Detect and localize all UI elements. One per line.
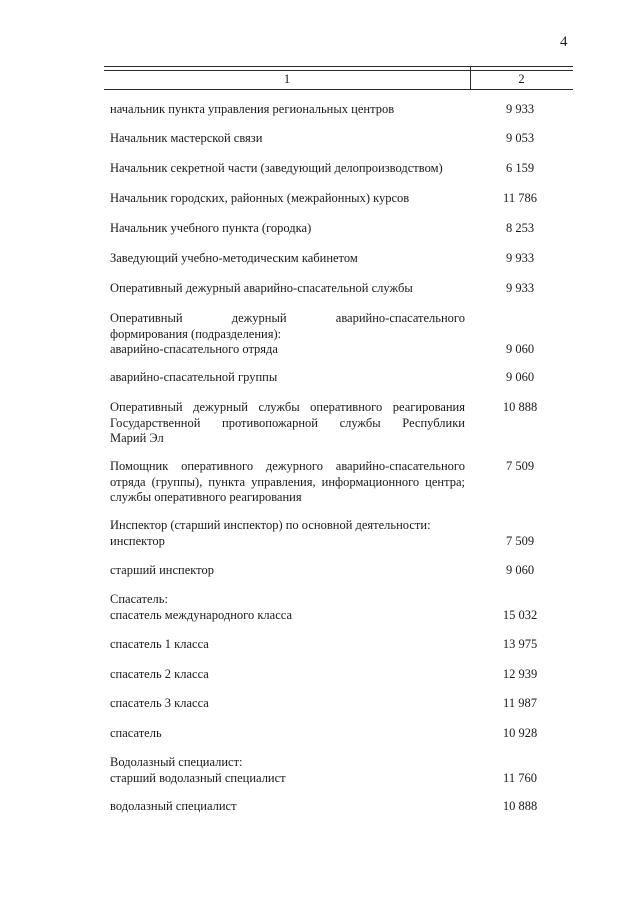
table-row xyxy=(110,370,550,386)
row-label-line: Начальник учебного пункта (городка) xyxy=(110,221,312,235)
row-label-line: спасатель xyxy=(110,726,162,740)
table-row xyxy=(110,400,550,447)
row-value: 8 253 xyxy=(505,221,535,235)
row-label-line: Марий Эл xyxy=(110,431,164,445)
row-label xyxy=(110,518,465,549)
table-row xyxy=(110,518,550,549)
row-label xyxy=(110,221,465,237)
table-row xyxy=(110,311,550,358)
row-label xyxy=(110,191,465,207)
row-label-line: начальник пункта управления региональных центров xyxy=(110,102,395,116)
row-label xyxy=(110,102,465,118)
table-row xyxy=(110,799,550,815)
row-label-line: Заведующий учебно-методическим кабинетом xyxy=(110,251,358,265)
table-row xyxy=(110,696,550,712)
row-value: 9 933 xyxy=(505,251,535,265)
page-number: 4 xyxy=(560,34,568,50)
row-label xyxy=(110,696,465,712)
row-label-line: отряда (группы), пункта управления, информационного центра; xyxy=(110,474,465,489)
row-label-line: Оперативный дежурный аварийно-спасательного xyxy=(110,311,465,325)
table-row xyxy=(110,726,550,742)
row-value: 11 760 xyxy=(503,770,537,785)
row-label-line: старший водолазный специалист xyxy=(110,770,286,785)
row-label xyxy=(110,131,465,147)
row-label-line: Начальник городских, районных (межрайонных) курсов xyxy=(110,191,410,205)
table-row xyxy=(110,102,550,118)
table-row xyxy=(110,563,550,579)
row-label xyxy=(110,637,465,653)
table-top-rule xyxy=(104,66,573,67)
row-label-line: Помощник оперативного дежурного аварийно-спасательного xyxy=(110,459,465,473)
row-label-line: аварийно-спасательного отряда xyxy=(110,342,278,356)
row-value: 13 975 xyxy=(502,637,538,651)
row-label xyxy=(110,370,465,386)
row-label-line: спасатель 3 класса xyxy=(110,696,209,710)
row-label xyxy=(110,799,465,815)
row-label-line: службы оперативного реагирования xyxy=(110,490,302,504)
row-value: 10 888 xyxy=(502,799,538,813)
row-label-line: старший инспектор xyxy=(110,563,214,577)
row-value: 9 933 xyxy=(505,281,535,295)
table-row xyxy=(110,667,550,683)
row-label xyxy=(110,311,465,358)
table-row xyxy=(110,161,550,177)
column-header-1: 1 xyxy=(283,72,291,86)
row-label xyxy=(110,726,465,742)
row-label xyxy=(110,459,465,506)
row-label-line: Спасатель: xyxy=(110,592,168,606)
column-header-2: 2 xyxy=(518,72,525,86)
row-value: 11 987 xyxy=(503,696,537,710)
row-value: 9 053 xyxy=(505,131,535,145)
row-label xyxy=(110,592,465,623)
row-label-line: спасатель международного класса xyxy=(110,607,293,622)
row-value: 11 786 xyxy=(503,191,537,205)
row-label-line: Оперативный дежурный аварийно-спасательной службы xyxy=(110,281,413,295)
row-label-line: аварийно-спасательной группы xyxy=(110,370,278,384)
table-row xyxy=(110,592,550,623)
row-label-line: водолазный специалист xyxy=(110,799,237,813)
row-value: 12 939 xyxy=(502,667,538,681)
table-row xyxy=(110,221,550,237)
row-value: 7 509 xyxy=(505,459,535,473)
row-value: 15 032 xyxy=(502,607,538,622)
row-value: 7 509 xyxy=(505,533,535,548)
row-label xyxy=(110,667,465,683)
row-value: 9 933 xyxy=(505,102,535,116)
table-row xyxy=(110,459,550,506)
row-value: 9 060 xyxy=(505,563,535,577)
row-label-line: Государственной противопожарной службы Республики xyxy=(110,415,465,430)
row-label-line: Водолазный специалист: xyxy=(110,755,243,769)
row-label-line: Инспектор (старший инспектор) по основной деятельности: xyxy=(110,518,431,532)
table-row xyxy=(110,281,550,297)
row-label-line: инспектор xyxy=(110,533,165,548)
row-label xyxy=(110,400,465,447)
row-label-line: Начальник секретной части (заведующий делопроизводством) xyxy=(110,161,443,175)
table-row xyxy=(110,131,550,147)
row-value: 9 060 xyxy=(505,370,535,384)
row-label xyxy=(110,755,465,786)
row-value: 10 928 xyxy=(502,726,538,740)
row-label-line: Оперативный дежурный службы оперативного реагирования xyxy=(110,400,465,414)
table-top-rule-inner xyxy=(104,70,573,71)
table-header-rule xyxy=(104,89,573,90)
row-label xyxy=(110,161,465,177)
row-label xyxy=(110,251,465,267)
row-value: 9 060 xyxy=(505,342,535,356)
row-value: 6 159 xyxy=(505,161,535,175)
row-label-line: формирования (подразделения): xyxy=(110,326,282,341)
row-value: 10 888 xyxy=(502,400,538,414)
row-label xyxy=(110,563,465,579)
row-label-line: спасатель 2 класса xyxy=(110,667,209,681)
table-row xyxy=(110,637,550,653)
row-label-line: Начальник мастерской связи xyxy=(110,131,263,145)
table-row xyxy=(110,191,550,207)
table-row xyxy=(110,251,550,267)
row-label xyxy=(110,281,465,297)
table-row xyxy=(110,755,550,786)
row-label-line: спасатель 1 класса xyxy=(110,637,209,651)
